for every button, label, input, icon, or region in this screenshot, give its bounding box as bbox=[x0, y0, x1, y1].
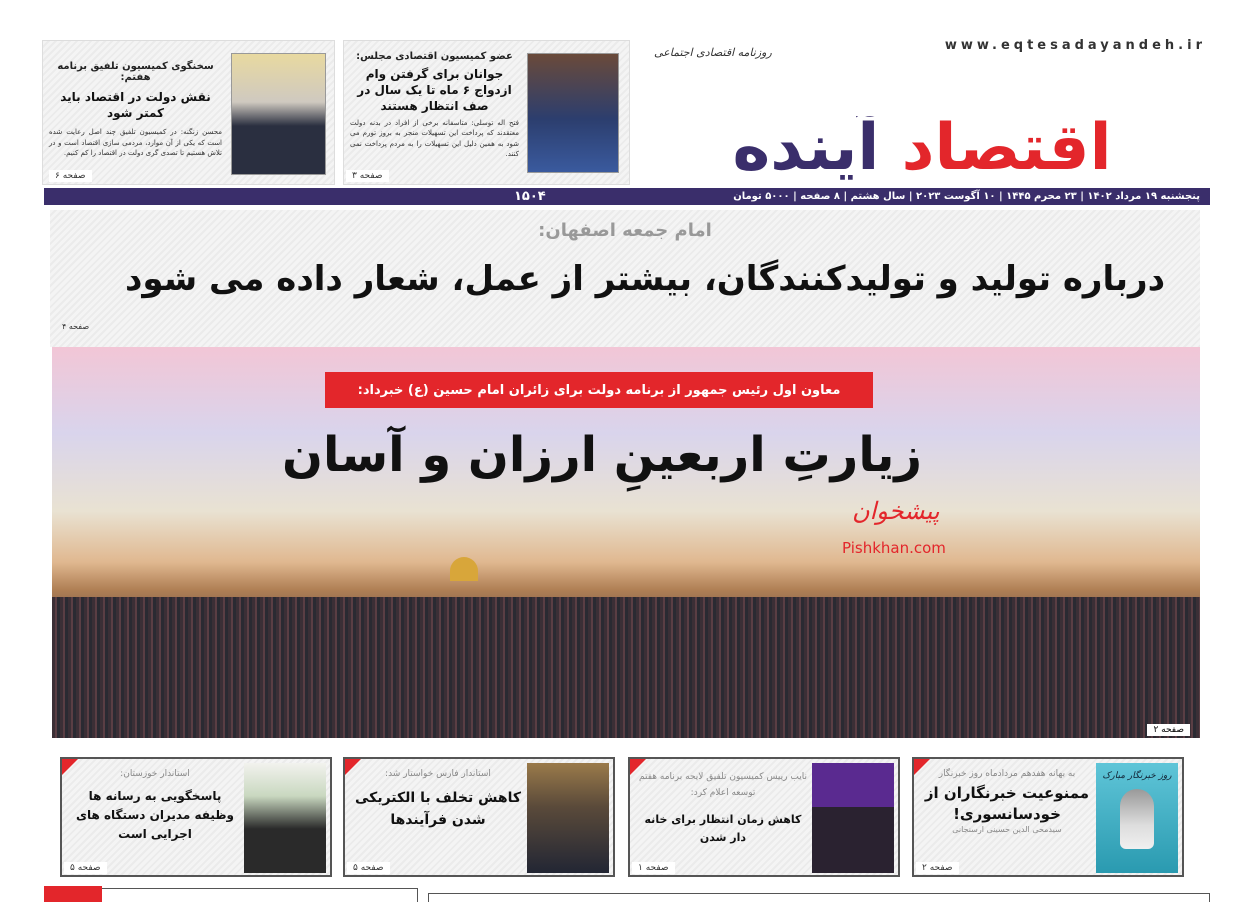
story-photo bbox=[231, 53, 326, 175]
story-headline: نقش دولت در اقتصاد باید کمتر شود bbox=[60, 90, 211, 121]
main-story[interactable] bbox=[52, 347, 1200, 738]
story-photo bbox=[527, 53, 619, 173]
issue-number: ۱۵۰۴ bbox=[514, 189, 546, 204]
red-tab bbox=[44, 886, 102, 902]
teaser-photo bbox=[812, 763, 894, 873]
microphone-icon bbox=[1120, 789, 1154, 849]
story-body: محسن زنگنه: در کمیسیون تلفیق چند اصل رعایت شده است که یکی از آن موارد، مردمی سازی اقتصاد است و در تلاش هستیم تا تصدی گری دولت در اقتصاد را کم کنیم. bbox=[49, 128, 222, 158]
page-ref: صفحه ۲ bbox=[1147, 724, 1190, 736]
story-kicker: سخنگوی کمیسیون تلفیق برنامه هفتم: bbox=[57, 61, 214, 83]
page-ref: صفحه ۴ bbox=[62, 322, 90, 331]
bottom-box-right bbox=[428, 893, 1210, 902]
logo-title: اقتصاد آینده bbox=[732, 111, 1112, 185]
page-ref: صفحه ۵ bbox=[347, 862, 390, 874]
teaser-author: سیدمحی الدین حسینی ارسنجانی bbox=[952, 825, 1062, 834]
lead-kicker: امام جمعه اصفهان: bbox=[538, 220, 712, 241]
teaser-headline: پاسخگویی به رسانه ها وظیفه مدیران دستگاه های اجرایی است bbox=[75, 789, 235, 842]
page-ref: صفحه ۶ bbox=[49, 170, 92, 182]
story-body: فتح اله توسلی: متاسفانه برخی از افراد در بدنه دولت معتقدند که پرداخت این تسهیلات منجر به بروز تورم می شود به همین دلیل این تسهیلات را به مردم پرداخت نمی کنند. bbox=[350, 118, 519, 159]
dateline: پنجشنبه ۱۹ مرداد ۱۴۰۲ | ۲۳ محرم ۱۴۴۵ | ۱۰ آگوست ۲۰۲۳ | سال هشتم | ۸ صفحه | ۵۰۰۰ تومان bbox=[733, 191, 1200, 202]
masthead-subtitle: روزنامه اقتصادی اجتماعی bbox=[654, 46, 772, 59]
page-ref: صفحه ۳ bbox=[346, 170, 389, 182]
top-story-2[interactable] bbox=[42, 40, 335, 185]
teaser-3[interactable] bbox=[343, 757, 615, 877]
teaser-headline: ممنوعیت خبرنگاران از خودسانسوری! bbox=[924, 784, 1090, 823]
teaser-photo bbox=[244, 763, 326, 873]
lead-story[interactable] bbox=[50, 210, 1200, 347]
watermark-url: Pishkhan.com bbox=[842, 539, 946, 557]
logo bbox=[632, 74, 1212, 185]
teaser-kicker: استاندار خوزستان: bbox=[120, 769, 190, 779]
teaser-kicker: استاندار فارس خواستار شد: bbox=[385, 769, 491, 779]
lead-headline: درباره تولید و تولیدکنندگان، بیشتر از عمل، شعار داده می شود bbox=[124, 259, 1166, 299]
crowd bbox=[52, 597, 1200, 738]
top-story-1[interactable] bbox=[343, 40, 630, 185]
page-ref: صفحه ۵ bbox=[64, 862, 107, 874]
teaser-kicker: به بهانه هفدهم مردادماه روز خبرنگار bbox=[938, 769, 1076, 779]
image-caption: روز خبرنگار مبارک bbox=[1102, 771, 1172, 781]
main-headline: زیارتِ اربعینِ ارزان و آسان bbox=[281, 427, 922, 483]
teaser-2[interactable] bbox=[628, 757, 900, 877]
page-ref: صفحه ۱ bbox=[632, 862, 675, 874]
teaser-1[interactable] bbox=[912, 757, 1184, 877]
teaser-4[interactable] bbox=[60, 757, 332, 877]
masthead bbox=[632, 38, 1212, 188]
site-url[interactable]: www.eqtesadayandeh.ir bbox=[944, 38, 1206, 53]
teaser-kicker: نایب رییس کمیسیون تلفیق لایحه برنامه هفتم توسعه اعلام کرد: bbox=[639, 772, 807, 799]
teaser-headline: کاهش زمان انتظار برای خانه دار شدن bbox=[644, 813, 802, 844]
story-headline: جوانان برای گرفتن وام ازدواج ۶ ماه تا یک سال در صف انتظار هستند bbox=[357, 67, 512, 114]
story-kicker: عضو کمیسیون اقتصادی مجلس: bbox=[356, 51, 513, 62]
shrine-dome bbox=[450, 557, 478, 581]
teaser-photo bbox=[527, 763, 609, 873]
teaser-photo bbox=[1096, 763, 1178, 873]
teaser-headline: کاهش تخلف با الکتریکی شدن فرآیندها bbox=[355, 790, 521, 829]
dateline-bar bbox=[44, 188, 1210, 205]
main-kicker: معاون اول رئیس جمهور از برنامه دولت برای زائران امام حسین (ع) خبرداد: bbox=[325, 372, 873, 408]
page-ref: صفحه ۲ bbox=[916, 862, 959, 874]
watermark: پیشخوان bbox=[852, 497, 940, 525]
